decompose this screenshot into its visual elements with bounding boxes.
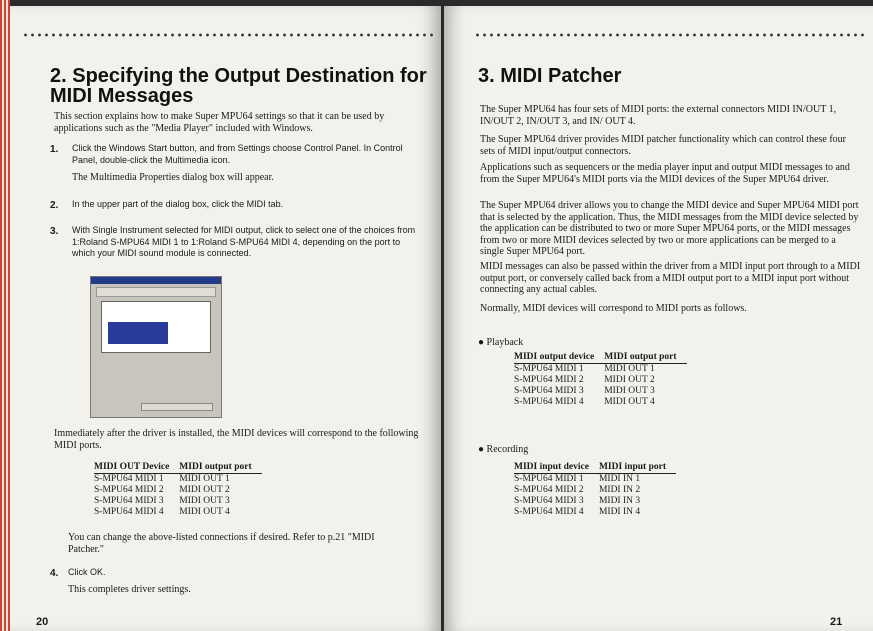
paragraph: The Super MPU64 driver provides MIDI patcher functionality which can control these four sets of MIDI input/output connectors.: [480, 134, 847, 157]
paragraph: Applications such as sequencers or the media player input and output MIDI messages to and from the Super MPU64's MIDI ports via the MIDI devices of the Super MPU64 driver.: [480, 162, 850, 185]
table-header: MIDI output port: [179, 462, 261, 474]
intro-text: This section explains how to make Super MPU64 settings so that it can be used by applications such as the "Media Player" included with Windows.: [54, 111, 385, 134]
table-cell: S-MPU64 MIDI 3: [514, 496, 584, 506]
dialog-selection: [108, 322, 168, 344]
table-header-row: [94, 462, 262, 474]
table-cell: S-MPU64 MIDI 4: [514, 507, 584, 517]
table-cell: S-MPU64 MIDI 1: [94, 474, 164, 484]
step-text: Click the Windows Start button, and from Settings choose Control Panel. In Control Panel, double-click the Multimedia icon.: [72, 143, 403, 165]
table-cell: MIDI OUT 2: [604, 375, 655, 385]
bullet-label: ● Recording: [478, 444, 529, 455]
table-cell: MIDI IN 1: [598, 474, 641, 484]
playback-label: Playback: [486, 337, 524, 348]
table-cell: MIDI OUT 3: [604, 386, 655, 396]
table-cell: MIDI OUT 3: [179, 496, 230, 506]
bullet-label: ● Playback: [478, 337, 524, 348]
step-number: 3.: [50, 226, 59, 237]
step-number: 1.: [50, 144, 59, 155]
table-row: [514, 386, 687, 397]
dialog-tabs: [96, 287, 216, 297]
dialog-buttons: [141, 403, 213, 411]
table-cell: MIDI IN 3: [598, 496, 641, 506]
table-row: [514, 375, 687, 386]
dialog-device-list: [101, 301, 211, 353]
table-cell: S-MPU64 MIDI 2: [514, 375, 584, 385]
table-row: [94, 507, 262, 518]
table-cell: MIDI OUT 1: [179, 474, 230, 484]
table-cell: MIDI OUT 4: [604, 397, 655, 407]
dialog-titlebar: [91, 277, 221, 284]
table-row: [514, 364, 687, 376]
recording-table: [514, 462, 676, 518]
section-heading: 3. MIDI Patcher: [478, 65, 622, 87]
paragraph: The Super MPU64 driver allows you to change the MIDI device and Super MPU64 MIDI port that is selected by the application. Thus, the MIDI messages from the MIDI device selected by the application can be distributed to two or more Super MPU64 ports, or the MIDI messages from two or more MIDI devices selected by two or more applications can be merged to a single Super MPU64 port.: [480, 200, 859, 257]
midi-out-table: [94, 462, 262, 518]
table-cell: S-MPU64 MIDI 3: [94, 496, 164, 506]
page-number: 21: [830, 616, 843, 628]
step-number: 2.: [50, 200, 59, 211]
book-edge: [0, 0, 10, 631]
step-text: Click OK.: [68, 567, 106, 577]
table-cell: S-MPU64 MIDI 4: [514, 397, 584, 407]
table-cell: S-MPU64 MIDI 2: [514, 485, 584, 495]
step-note: This completes driver settings.: [68, 584, 191, 595]
table-cell: S-MPU64 MIDI 3: [514, 386, 584, 396]
table-row: [514, 397, 687, 408]
change-note: You can change the above-listed connections if desired. Refer to p.21 "MIDI Patcher.": [68, 532, 375, 555]
table-header: MIDI input port: [599, 462, 676, 474]
step-text: With Single Instrument selected for MIDI output, click to select one of the choices from 1:Roland S-MPU64 MIDI 1 to 1:Roland S-MPU64 MIDI 4, depending on the port to which your MIDI sound module is connected.: [72, 225, 416, 258]
table-cell: S-MPU64 MIDI 1: [514, 474, 584, 484]
step-text: In the upper part of the dialog box, click the MIDI tab.: [72, 199, 284, 209]
table-header: MIDI input device: [514, 462, 599, 474]
step-note: The Multimedia Properties dialog box will appear.: [72, 172, 274, 183]
paragraph: The Super MPU64 has four sets of MIDI ports: the external connectors MIDI IN/OUT 1, IN/OUT 2, IN/OUT 3, and IN/ OUT 4.: [480, 104, 837, 127]
table-cell: MIDI IN 2: [598, 485, 641, 495]
table-cell: MIDI OUT 4: [179, 507, 230, 517]
table-header: MIDI output device: [514, 352, 604, 364]
after-install-text: Immediately after the driver is installed, the MIDI devices will correspond to the following MIDI ports.: [54, 428, 419, 451]
table-row: [94, 474, 262, 486]
dotted-rule: [474, 32, 864, 38]
table-header: MIDI OUT Device: [94, 462, 179, 474]
table-cell: MIDI IN 4: [598, 507, 641, 517]
recording-label: Recording: [486, 444, 529, 455]
paragraph: MIDI messages can also be passed within the driver from a MIDI input port through to a MIDI output port, or conversely called back from a MIDI output port to a MIDI input port without connecting any actual cables.: [480, 261, 861, 295]
table-row: [514, 496, 676, 507]
right-page: [444, 6, 873, 631]
table-header: MIDI output port: [604, 352, 686, 364]
table-cell: S-MPU64 MIDI 1: [514, 364, 584, 374]
playback-table: [514, 352, 687, 408]
table-header-row: [514, 462, 676, 474]
page-number: 20: [36, 616, 49, 628]
table-cell: S-MPU64 MIDI 4: [94, 507, 164, 517]
step-number: 4.: [50, 568, 59, 579]
dotted-rule: [22, 32, 434, 38]
paragraph: Normally, MIDI devices will correspond to MIDI ports as follows.: [480, 303, 747, 314]
table-row: [94, 496, 262, 507]
table-row: [94, 485, 262, 496]
table-row: [514, 474, 676, 486]
table-row: [514, 485, 676, 496]
section-heading: 2. Specifying the Output Destination for MIDI Messages: [50, 65, 427, 107]
table-header-row: [514, 352, 687, 364]
table-cell: MIDI OUT 1: [604, 364, 655, 374]
table-cell: MIDI OUT 2: [179, 485, 230, 495]
table-row: [514, 507, 676, 518]
table-cell: S-MPU64 MIDI 2: [94, 485, 164, 495]
multimedia-dialog-screenshot: [90, 276, 222, 418]
left-page: [10, 6, 441, 631]
